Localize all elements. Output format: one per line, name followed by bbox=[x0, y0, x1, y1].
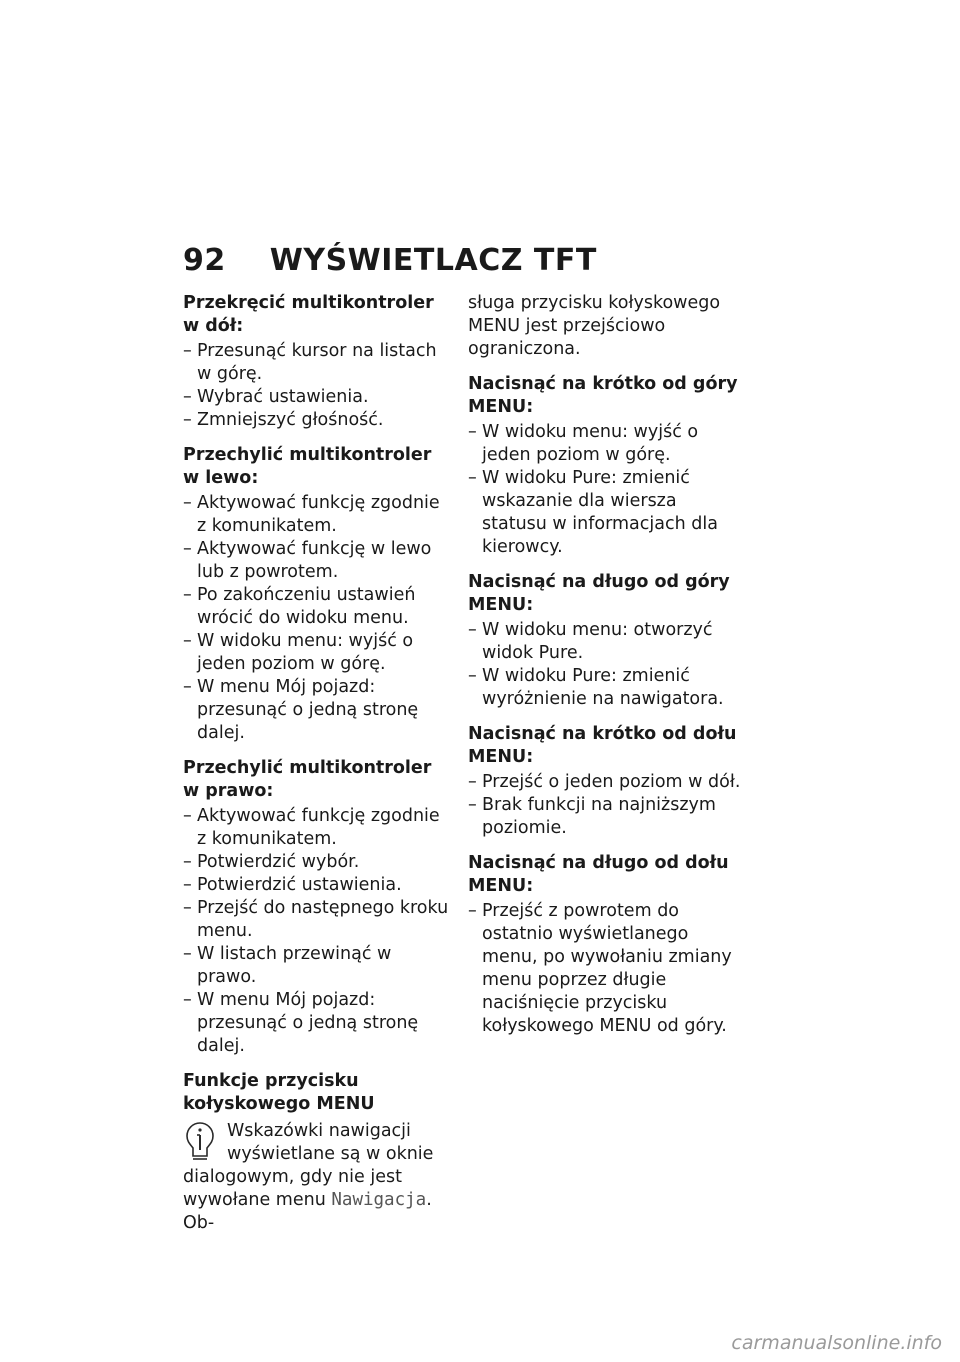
list-item: – Zmniejszyć głośność. bbox=[183, 409, 451, 432]
bullet-list bbox=[183, 805, 451, 1058]
right-column bbox=[468, 292, 744, 1038]
section-heading: Nacisnąć na długo od dołu MENU: bbox=[468, 853, 729, 896]
section-heading: Funkcje przycisku kołyskowego MENU bbox=[183, 1071, 375, 1114]
list-item: – Aktywować funkcję zgodnie z komunikatem. bbox=[183, 805, 451, 851]
list-item: – W widoku Pure: zmienić wskazanie dla wiersza statusu w informacjach dla kierowcy. bbox=[468, 467, 744, 559]
watermark: carmanualsonline.info bbox=[731, 1332, 942, 1354]
list-item: – Wybrać ustawienia. bbox=[183, 386, 451, 409]
note-text: Wskazówki nawigacji wyświetlane są w oknie dialogowym, gdy nie jest wywołane menu bbox=[183, 1121, 434, 1210]
list-item: – Przejść do następnego kroku menu. bbox=[183, 897, 451, 943]
list-item: – Przejść o jeden poziom w dół. bbox=[468, 771, 744, 794]
list-item: – W widoku menu: wyjść o jeden poziom w górę. bbox=[468, 421, 744, 467]
list-item: – W widoku menu: otworzyć widok Pure. bbox=[468, 619, 744, 665]
list-item: – Aktywować funkcję w lewo lub z powrotem. bbox=[183, 538, 451, 584]
list-item: – W menu Mój pojazd: przesunąć o jedną stronę dalej. bbox=[183, 989, 451, 1058]
bullet-list bbox=[183, 492, 451, 745]
bullet-list bbox=[468, 900, 744, 1038]
menu-name-code: Nawigacja bbox=[331, 1190, 427, 1210]
page-title: WYŚWIETLACZ TFT bbox=[269, 243, 597, 278]
list-item: – Aktywować funkcję zgodnie z komunikatem. bbox=[183, 492, 451, 538]
section-heading: Przechylić multikontroler w prawo: bbox=[183, 758, 432, 801]
bullet-list bbox=[468, 771, 744, 840]
note-text-end: . Ob- bbox=[183, 1190, 432, 1233]
bullet-list bbox=[468, 421, 744, 559]
bullet-list bbox=[468, 619, 744, 711]
list-item: – Przesunąć kursor na listach w górę. bbox=[183, 340, 451, 386]
section-heading: Przekręcić multikontroler w dół: bbox=[183, 293, 434, 336]
list-item: – W menu Mój pojazd: przesunąć o jedną stronę dalej. bbox=[183, 676, 451, 745]
list-item: – Przejść z powrotem do ostatnio wyświetlanego menu, po wywołaniu zmiany menu poprzez długie naciśnięcie przycisku kołyskowego MENU od góry. bbox=[468, 900, 744, 1038]
section-heading: Nacisnąć na długo od góry MENU: bbox=[468, 572, 730, 615]
section-heading: Nacisnąć na krótko od dołu MENU: bbox=[468, 724, 737, 767]
left-column bbox=[183, 292, 451, 1235]
page-header bbox=[183, 243, 597, 278]
list-item: – Po zakończeniu ustawień wrócić do widoku menu. bbox=[183, 584, 451, 630]
section-heading: Nacisnąć na krótko od góry MENU: bbox=[468, 374, 738, 417]
info-icon bbox=[183, 1122, 217, 1162]
list-item: – W listach przewinąć w prawo. bbox=[183, 943, 451, 989]
list-item: – W widoku menu: wyjść o jeden poziom w górę. bbox=[183, 630, 451, 676]
list-item: – Potwierdzić ustawienia. bbox=[183, 874, 451, 897]
list-item: – Potwierdzić wybór. bbox=[183, 851, 451, 874]
list-item: – W widoku Pure: zmienić wyróżnienie na nawigatora. bbox=[468, 665, 744, 711]
section-heading: Przechylić multikontroler w lewo: bbox=[183, 445, 432, 488]
info-note bbox=[183, 1120, 451, 1235]
page-number: 92 bbox=[183, 243, 226, 278]
intro-paragraph: sługa przycisku kołyskowego MENU jest przejściowo ograniczona. bbox=[468, 293, 721, 359]
bullet-list bbox=[183, 340, 451, 432]
list-item: – Brak funkcji na najniższym poziomie. bbox=[468, 794, 744, 840]
